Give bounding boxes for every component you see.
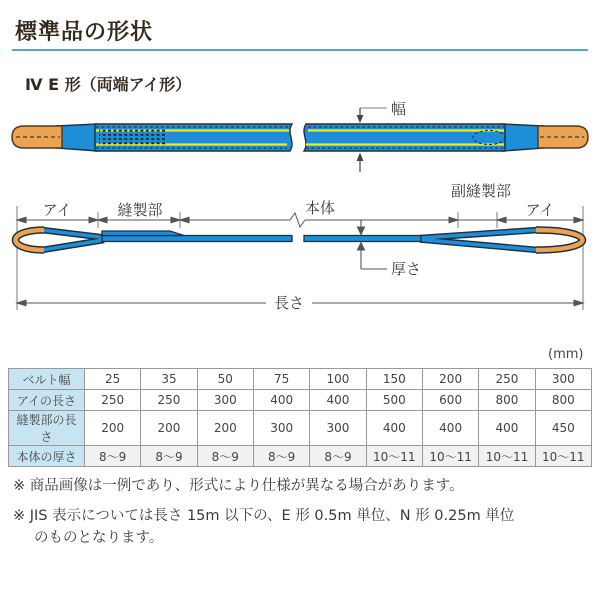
length-label: 長さ bbox=[273, 294, 305, 312]
table-cell: 8～9 bbox=[197, 446, 253, 467]
sewn-stitch-pattern bbox=[99, 129, 167, 147]
table-row bbox=[9, 411, 592, 446]
table-cell: 250 bbox=[85, 390, 141, 411]
table-cell: 400 bbox=[422, 411, 478, 446]
title-divider bbox=[12, 49, 588, 51]
belt-side-profile bbox=[16, 230, 583, 250]
table-cell: 300 bbox=[535, 369, 591, 390]
table-cell: 450 bbox=[535, 411, 591, 446]
table-cell: 250 bbox=[479, 369, 535, 390]
row-header: 縫製部の長さ bbox=[9, 411, 85, 446]
row-header: アイの長さ bbox=[9, 390, 85, 411]
width-label: 幅 bbox=[391, 100, 407, 118]
thickness-dimension bbox=[358, 220, 388, 269]
table-cell: 200 bbox=[141, 411, 197, 446]
unit-label: (mm) bbox=[548, 347, 584, 362]
sub-sewn-section-label: 副縫製部 bbox=[450, 182, 512, 200]
table-cell: 200 bbox=[422, 369, 478, 390]
body-label: 本体 bbox=[304, 199, 336, 217]
table-cell: 35 bbox=[141, 369, 197, 390]
table-cell: 150 bbox=[366, 369, 422, 390]
table-row bbox=[9, 446, 592, 467]
spec-table bbox=[8, 368, 592, 467]
section-subtitle: Ⅳ E 形（両端アイ形） bbox=[25, 75, 192, 94]
table-cell: 200 bbox=[197, 411, 253, 446]
sewn-overlap-layer bbox=[102, 231, 184, 236]
table-cell: 8～9 bbox=[141, 446, 197, 467]
table-cell: 10～11 bbox=[479, 446, 535, 467]
section-dimension-line bbox=[17, 213, 583, 227]
table-row bbox=[9, 390, 592, 411]
sewn-section-label: 縫製部 bbox=[117, 201, 163, 219]
note-item bbox=[13, 506, 514, 550]
note-line: ※ JIS 表示については長さ 15m 以下の、E 形 0.5m 単位、N 形 0.25m 単位 bbox=[13, 507, 515, 524]
table-cell: 600 bbox=[422, 390, 478, 411]
table-cell: 400 bbox=[479, 411, 535, 446]
row-header: 本体の厚さ bbox=[9, 446, 85, 467]
page-title: 標準品の形状 bbox=[15, 20, 154, 45]
note-item: ※ 商品画像は一例であり、形式により仕様が異なる場合があります。 bbox=[13, 478, 464, 494]
belt-band-right bbox=[304, 236, 421, 242]
table-cell: 50 bbox=[197, 369, 253, 390]
table-cell: 10～11 bbox=[422, 446, 478, 467]
eye-right-label: アイ bbox=[525, 201, 555, 219]
table-cell: 300 bbox=[197, 390, 253, 411]
table-cell: 500 bbox=[366, 390, 422, 411]
belt-band-left bbox=[102, 236, 292, 242]
table-cell: 8～9 bbox=[253, 446, 309, 467]
table-cell: 10～11 bbox=[366, 446, 422, 467]
table-cell: 800 bbox=[479, 390, 535, 411]
note-line: のものとなります。 bbox=[34, 529, 164, 546]
top-view-diagram bbox=[0, 95, 600, 180]
table-cell: 400 bbox=[366, 411, 422, 446]
belt-segment-right bbox=[304, 124, 505, 151]
table-cell: 8～9 bbox=[85, 446, 141, 467]
table-cell: 250 bbox=[141, 390, 197, 411]
table-cell: 8～9 bbox=[310, 446, 366, 467]
table-row bbox=[9, 369, 592, 390]
thickness-label: 厚さ bbox=[391, 260, 422, 278]
table-cell: 300 bbox=[253, 411, 309, 446]
table-cell: 75 bbox=[253, 369, 309, 390]
table-cell: 10～11 bbox=[535, 446, 591, 467]
table-cell: 400 bbox=[253, 390, 309, 411]
table-cell: 200 bbox=[85, 411, 141, 446]
side-view-diagram bbox=[0, 180, 600, 315]
table-cell: 100 bbox=[310, 369, 366, 390]
table-cell: 300 bbox=[310, 411, 366, 446]
table-cell: 800 bbox=[535, 390, 591, 411]
row-header: ベルト幅 bbox=[9, 369, 85, 390]
table-cell: 25 bbox=[85, 369, 141, 390]
eye-left-label: アイ bbox=[42, 201, 72, 219]
table-cell: 400 bbox=[310, 390, 366, 411]
footnotes bbox=[13, 476, 514, 557]
spec-table-body bbox=[9, 369, 592, 467]
